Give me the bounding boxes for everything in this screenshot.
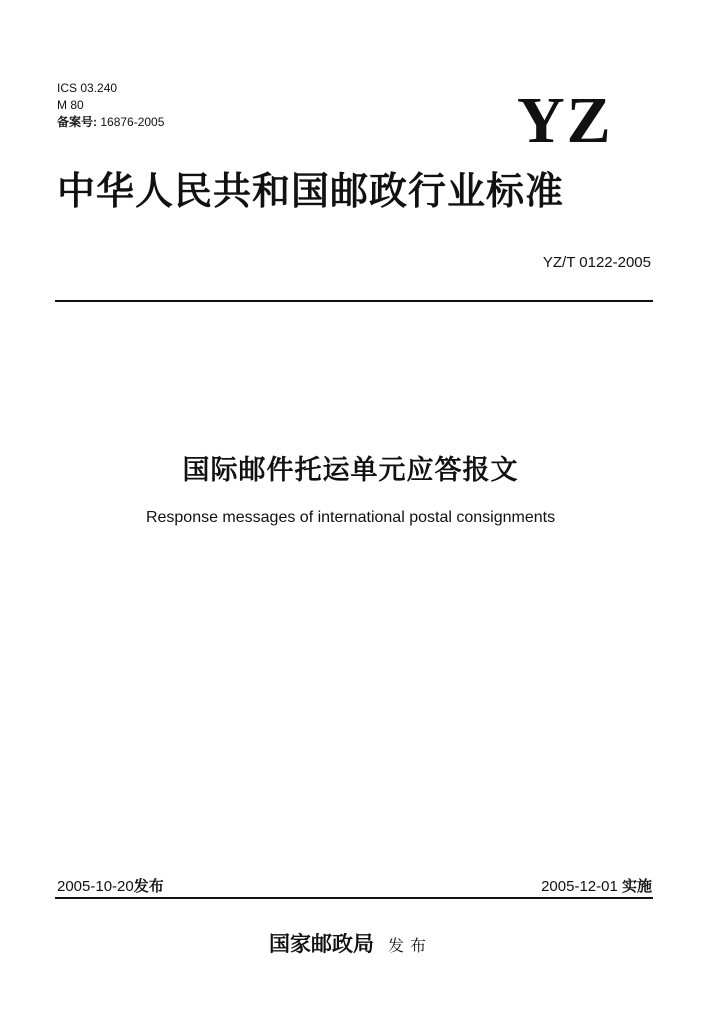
standard-number: YZ/T 0122-2005 — [542, 254, 651, 271]
document-title-chinese: 国际邮件托运单元应答报文 — [182, 455, 519, 486]
issue-suffix: 发布 — [133, 878, 164, 895]
filing-label: 备案号: — [57, 115, 97, 129]
publisher-action: 发布 — [387, 936, 432, 955]
filing-number: 16876-2005 — [100, 115, 165, 129]
publisher-line — [0, 928, 701, 958]
yz-brand-mark: YZ — [517, 84, 613, 157]
category-code: M 80 — [57, 98, 84, 112]
issue-date: 2005-10-20 — [57, 878, 134, 895]
ics-code: ICS 03.240 — [57, 81, 118, 95]
effective-date-line — [541, 875, 652, 896]
effective-suffix: 实施 — [621, 878, 652, 895]
classification-block — [57, 80, 164, 131]
publisher-name: 国家邮政局 — [268, 931, 374, 956]
bottom-divider — [55, 897, 653, 899]
effective-date: 2005-12-01 — [541, 878, 618, 895]
filing-record — [57, 114, 164, 131]
standard-title: 中华人民共和国邮政行业标准 — [57, 169, 565, 213]
issue-date-line — [57, 875, 164, 896]
document-title-english: Response messages of international postal consignments — [145, 509, 556, 526]
top-divider — [55, 300, 653, 302]
